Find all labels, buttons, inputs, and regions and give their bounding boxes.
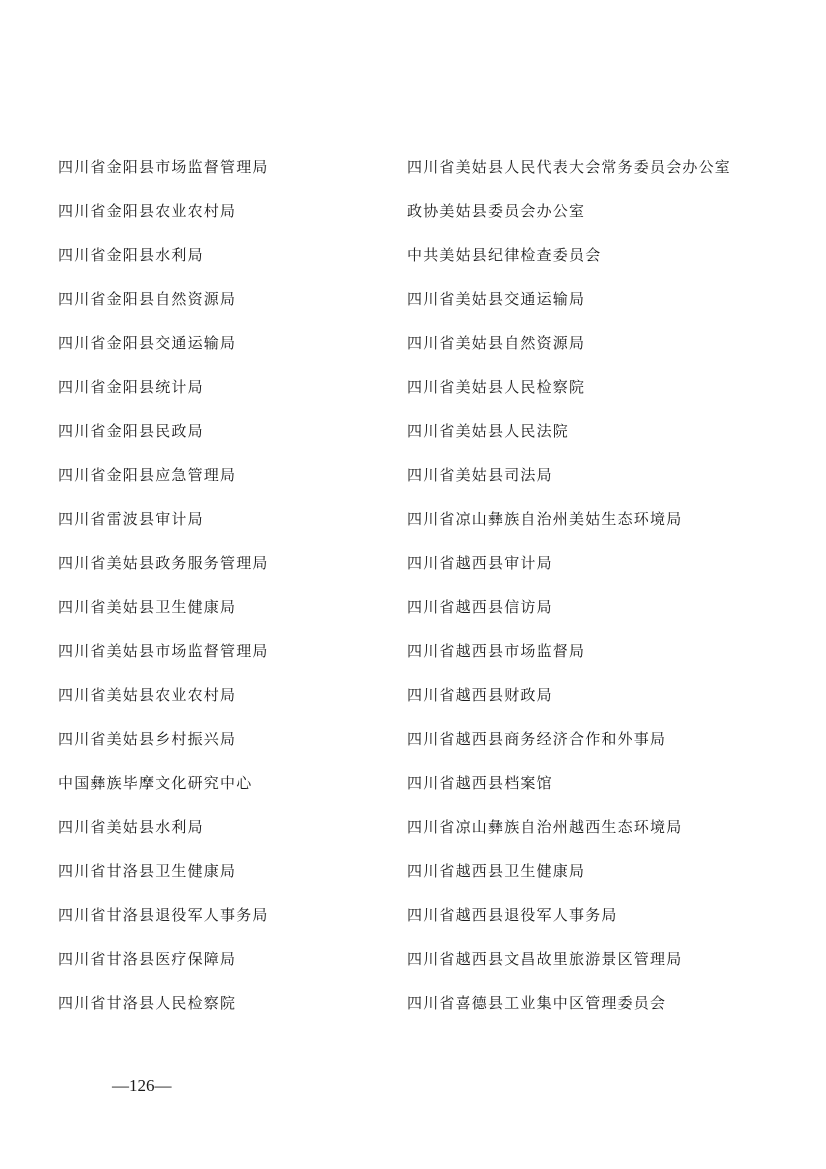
list-item: 四川省越西县退役军人事务局 [407, 906, 618, 924]
list-item: 四川省金阳县自然资源局 [58, 290, 237, 308]
list-item: 四川省越西县商务经济合作和外事局 [407, 730, 667, 748]
list-item: 四川省金阳县交通运输局 [58, 334, 237, 352]
list-item: 中共美姑县纪律检查委员会 [407, 246, 602, 264]
list-item: 四川省甘洛县退役军人事务局 [58, 906, 269, 924]
list-item: 四川省越西县信访局 [407, 598, 553, 616]
list-item: 四川省金阳县统计局 [58, 378, 204, 396]
list-item: 四川省金阳县民政局 [58, 422, 204, 440]
list-item: 四川省越西县卫生健康局 [407, 862, 586, 880]
list-item: 四川省甘洛县医疗保障局 [58, 950, 237, 968]
list-item: 四川省凉山彝族自治州美姑生态环境局 [407, 510, 683, 528]
list-item: 四川省越西县市场监督局 [407, 642, 586, 660]
list-item: 中国彝族毕摩文化研究中心 [58, 774, 253, 792]
list-item: 四川省凉山彝族自治州越西生态环境局 [407, 818, 683, 836]
list-item: 四川省美姑县农业农村局 [58, 686, 237, 704]
list-item: 四川省金阳县市场监督管理局 [58, 158, 269, 176]
list-item: 四川省美姑县司法局 [407, 466, 553, 484]
list-item: 四川省美姑县乡村振兴局 [58, 730, 237, 748]
list-item: 四川省甘洛县人民检察院 [58, 994, 237, 1012]
list-item: 四川省金阳县农业农村局 [58, 202, 237, 220]
page-number: —126— [112, 1076, 172, 1095]
list-item: 四川省美姑县人民代表大会常务委员会办公室 [407, 158, 732, 176]
list-item: 四川省喜德县工业集中区管理委员会 [407, 994, 667, 1012]
list-item: 四川省甘洛县卫生健康局 [58, 862, 237, 880]
list-item: 四川省越西县档案馆 [407, 774, 553, 792]
list-item: 四川省美姑县人民法院 [407, 422, 570, 440]
list-item: 四川省美姑县自然资源局 [407, 334, 586, 352]
list-item: 四川省美姑县水利局 [58, 818, 204, 836]
list-item: 四川省美姑县交通运输局 [407, 290, 586, 308]
list-item: 四川省越西县文昌故里旅游景区管理局 [407, 950, 683, 968]
list-item: 四川省雷波县审计局 [58, 510, 204, 528]
list-item: 四川省越西县审计局 [407, 554, 553, 572]
list-item: 政协美姑县委员会办公室 [407, 202, 586, 220]
list-item: 四川省越西县财政局 [407, 686, 553, 704]
list-item: 四川省美姑县政务服务管理局 [58, 554, 269, 572]
list-item: 四川省金阳县应急管理局 [58, 466, 237, 484]
list-item: 四川省美姑县市场监督管理局 [58, 642, 269, 660]
list-item: 四川省金阳县水利局 [58, 246, 204, 264]
list-item: 四川省美姑县卫生健康局 [58, 598, 237, 616]
list-item: 四川省美姑县人民检察院 [407, 378, 586, 396]
